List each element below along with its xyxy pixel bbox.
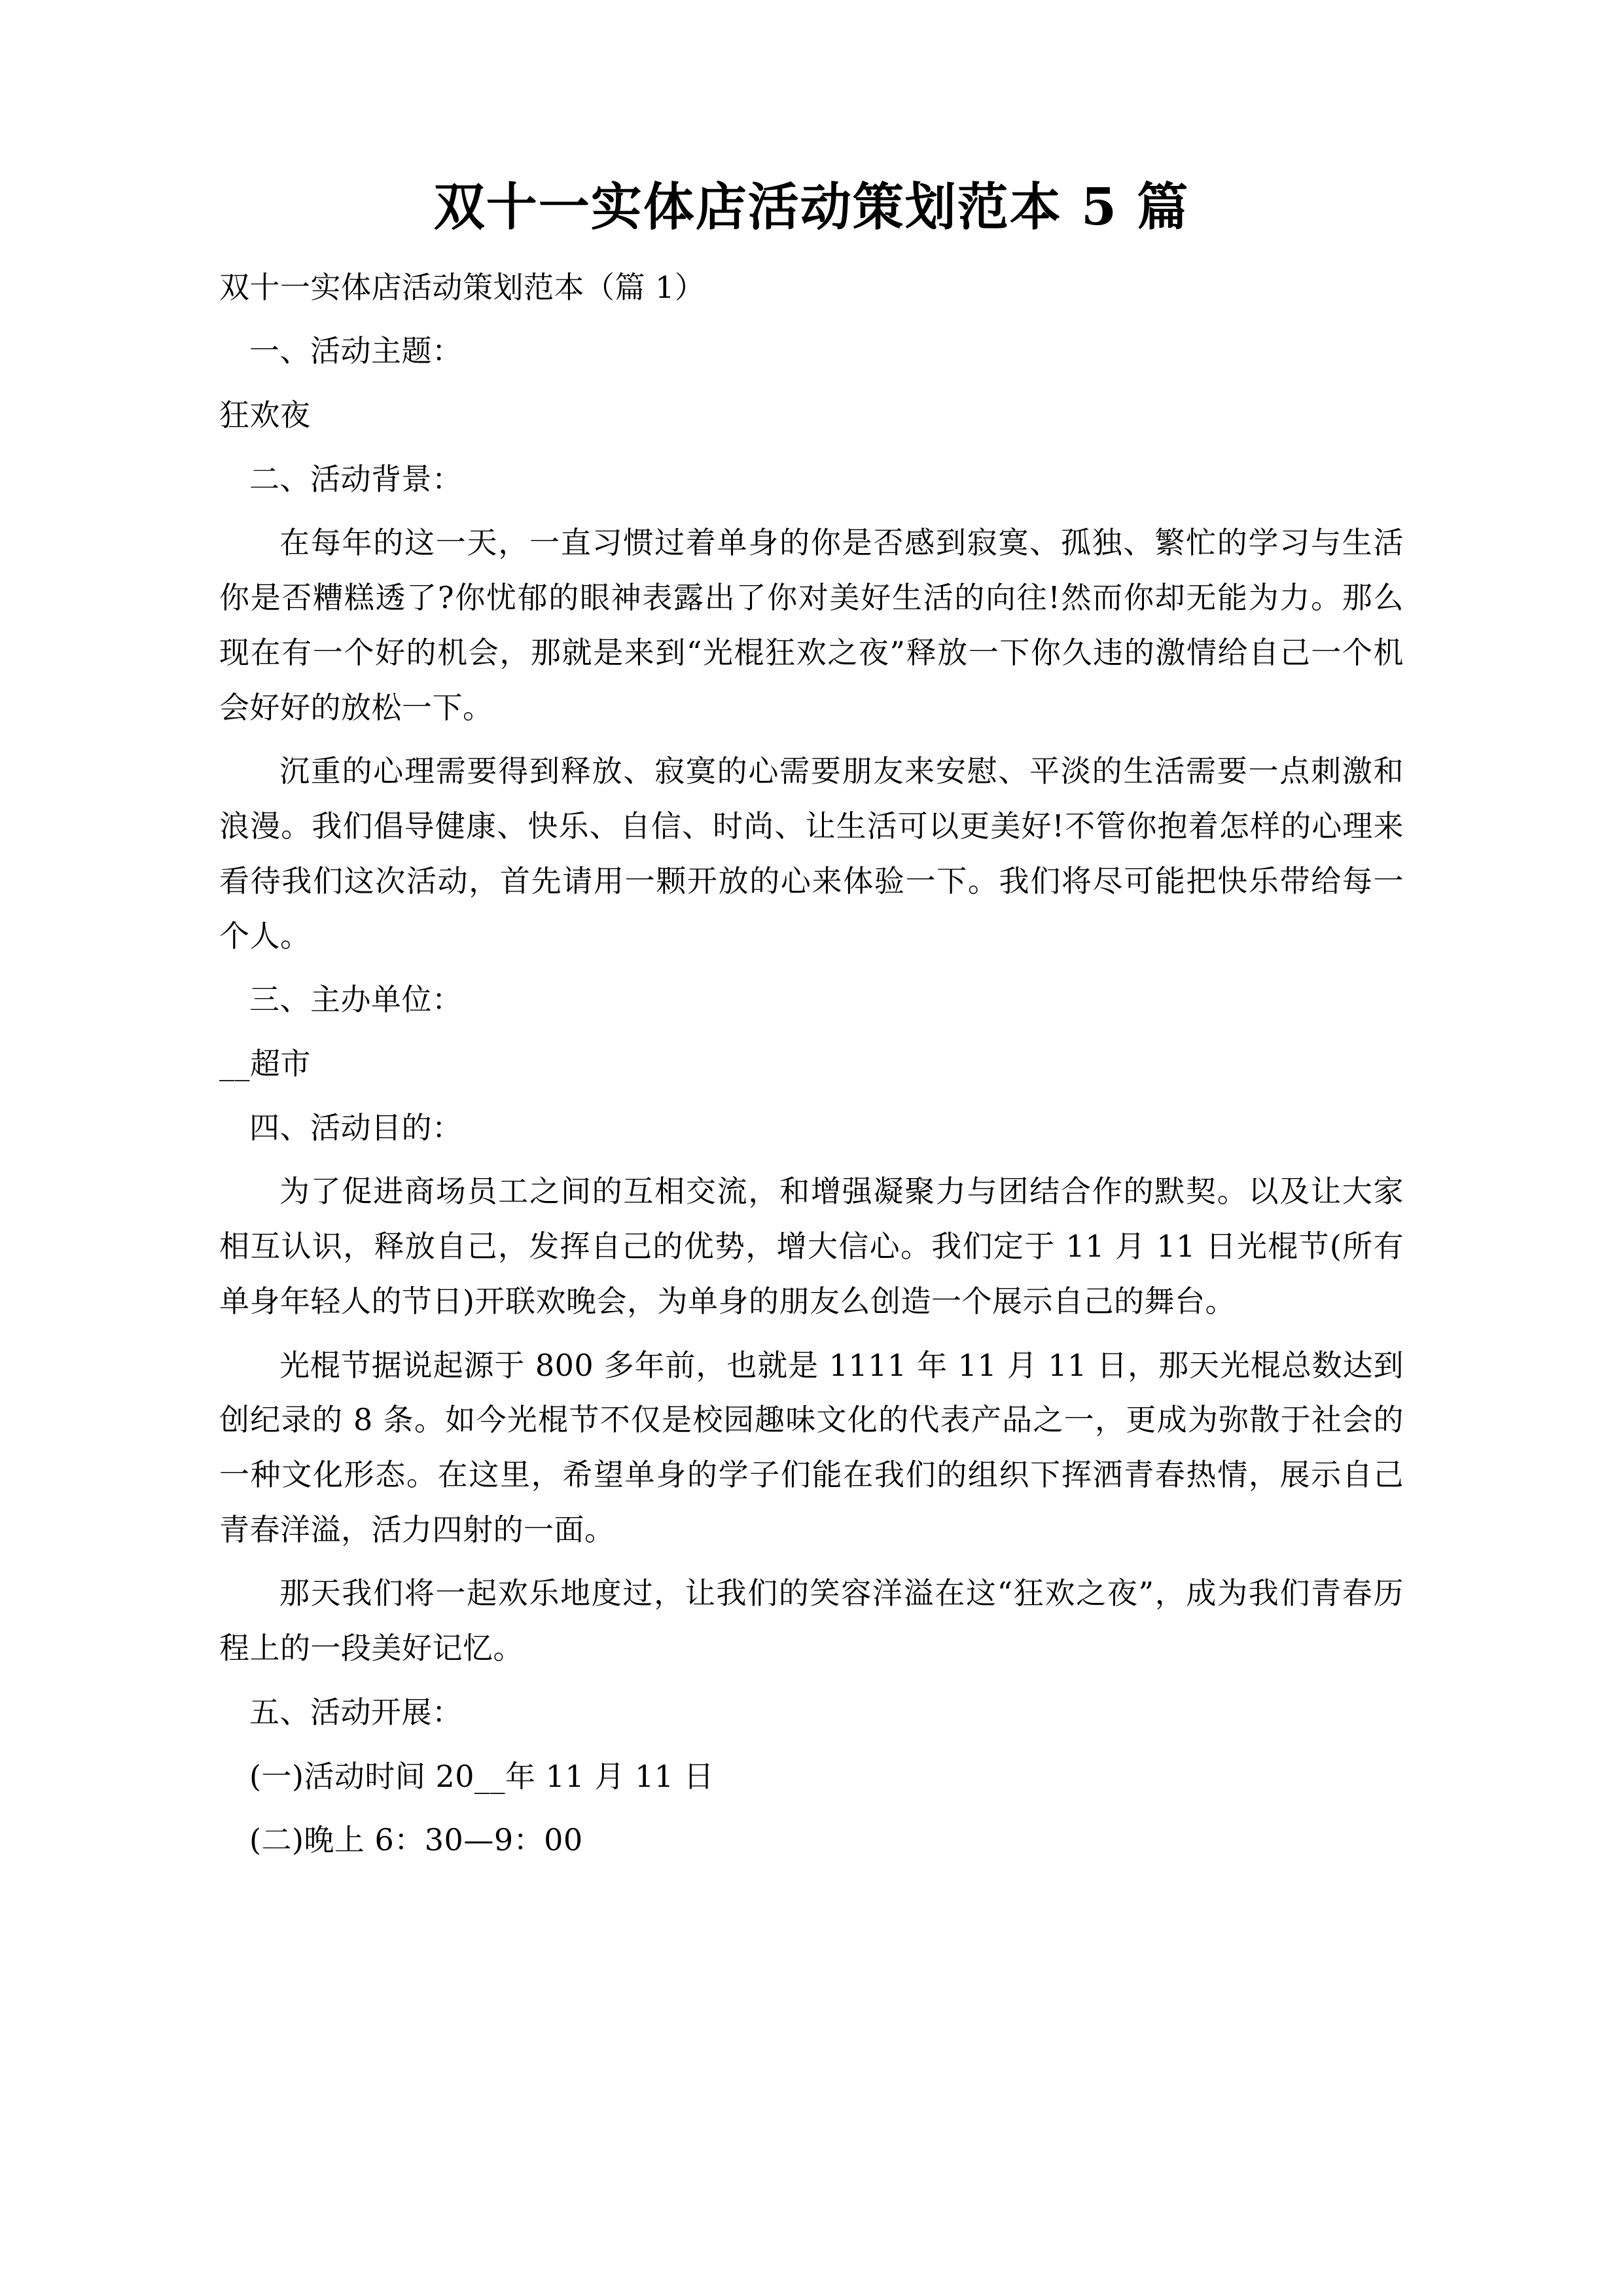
paragraph: 那天我们将一起欢乐地度过，让我们的笑容洋溢在这“狂欢之夜”，成为我们青春历程上的一段美好记忆。 [219, 1575, 1404, 1666]
page-title: 双十一实体店活动策划范本 5 篇 [433, 177, 1190, 237]
paragraph: 狂欢夜 [219, 397, 311, 433]
paragraph: 双十一实体店活动策划范本（篇 1） [219, 269, 705, 305]
paragraph: 一、活动主题： [249, 333, 463, 369]
paragraph: (二)晚上 6：30—9：00 [249, 1822, 583, 1858]
paragraph: 二、活动背景： [249, 461, 463, 497]
paragraph: 为了促进商场员工之间的互相交流，和增强凝聚力与团结合作的默契。以及让大家相互认识，释放自己，发挥自己的优势，增大信心。我们定于 11 月 11 日光棍节(所有单身年轻人的节日)开联欢晚会，为单身的朋友么创造一个展示自己的舞台。 [219, 1174, 1404, 1319]
paragraph: __超市 [219, 1045, 311, 1081]
paragraph: 四、活动目的： [249, 1109, 463, 1145]
paragraph: 五、活动开展： [249, 1694, 463, 1730]
document-body [219, 260, 1404, 1868]
paragraph: 三、主办单位： [249, 982, 463, 1018]
paragraph: 沉重的心理需要得到释放、寂寞的心需要朋友来安慰、平淡的生活需要一点刺激和浪漫。我们倡导健康、快乐、自信、时尚、让生活可以更美好!不管你抱着怎样的心理来看待我们这次活动，首先请用一颗开放的心来体验一下。我们将尽可能把快乐带给每一个人。 [219, 753, 1404, 954]
paragraph: 光棍节据说起源于 800 多年前，也就是 1111 年 11 月 11 日，那天光棍总数达到创纪录的 8 条。如今光棍节不仅是校园趣味文化的代表产品之一，更成为弥散于社会的一种文化形态。在这里，希望单身的学子们能在我们的组织下挥洒青春热情，展示自己青春洋溢，活力四射的一面。 [219, 1347, 1404, 1547]
paragraph: (一)活动时间 20__年 11 月 11 日 [249, 1758, 715, 1794]
paragraph: 在每年的这一天，一直习惯过着单身的你是否感到寂寞、孤独、繁忙的学习与生活你是否糟糕透了?你忧郁的眼神表露出了你对美好生活的向往!然而你却无能为力。那么现在有一个好的机会，那就是来到“光棍狂欢之夜”释放一下你久违的激情给自己一个机会好好的放松一下。 [219, 525, 1404, 725]
